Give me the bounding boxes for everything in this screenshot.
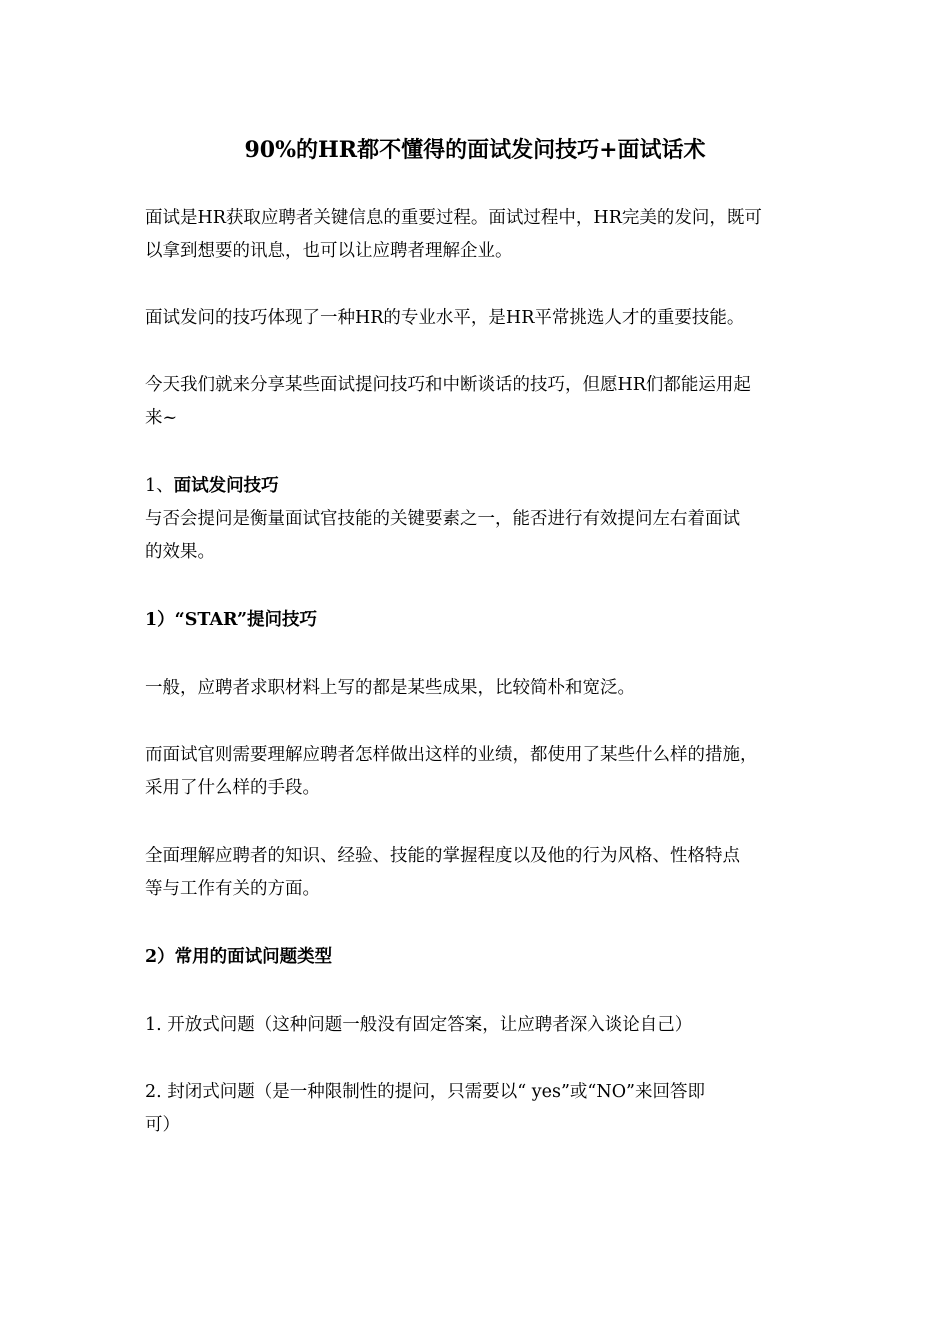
section-1 [145, 470, 815, 569]
subsection-heading: 2）常用的面试问题类型 [145, 947, 333, 967]
paragraph-share [145, 369, 815, 435]
paragraph-line: 与否会提问是衡量面试官技能的关键要素之一，能否进行有效提问左右着面试 [145, 509, 740, 529]
list-item-closed-question [145, 1076, 815, 1142]
paragraph-professional [145, 302, 815, 335]
paragraph-line: 以拿到想要的讯息，也可以让应聘者理解企业。 [145, 241, 513, 261]
subsection-heading: 1）“STAR”提问技巧 [145, 610, 318, 630]
paragraph-line: 的效果。 [145, 542, 215, 562]
paragraph-line: 而面试官则需要理解应聘者怎样做出这样的业绩，都使用了某些什么样的措施， [145, 745, 758, 765]
paragraph-interviewer [145, 739, 815, 805]
paragraph-intro [145, 202, 815, 268]
paragraph-resume [145, 672, 815, 705]
paragraph-line: 面试发问的技巧体现了一种HR的专业水平，是HR平常挑选人才的重要技能。 [145, 308, 745, 328]
document-title: 90%的HR都不懂得的面试发问技巧+面试话术 [244, 137, 706, 163]
section-number: 1、 [145, 476, 174, 496]
paragraph-line: 全面理解应聘者的知识、经验、技能的掌握程度以及他的行为风格、性格特点 [145, 846, 740, 866]
list-item: 2. 封闭式问题（是一种限制性的提问，只需要以“ yes”或“NO”来回答即 [145, 1082, 705, 1102]
list-item-open-question [145, 1009, 815, 1042]
paragraph-line: 面试是HR获取应聘者关键信息的重要过程。面试过程中，HR完美的发问，既可 [145, 208, 762, 228]
paragraph-knowledge [145, 840, 815, 906]
paragraph-line: 采用了什么样的手段。 [145, 778, 320, 798]
paragraph-line: 一般，应聘者求职材料上写的都是某些成果，比较简朴和宽泛。 [145, 678, 635, 698]
subsection-question-types-heading [145, 941, 815, 974]
section-title: 面试发问技巧 [173, 476, 279, 496]
subsection-star-heading [145, 604, 815, 637]
paragraph-line: 等与工作有关的方面。 [145, 879, 320, 899]
paragraph-line: 来~ [145, 408, 178, 428]
section-heading [145, 470, 815, 503]
list-item: 可） [145, 1115, 180, 1135]
paragraph-line: 今天我们就来分享某些面试提问技巧和中断谈话的技巧，但愿HR们都能运用起 [145, 375, 751, 395]
list-item: 1. 开放式问题（这种问题一般没有固定答案，让应聘者深入谈论自己） [145, 1015, 693, 1035]
